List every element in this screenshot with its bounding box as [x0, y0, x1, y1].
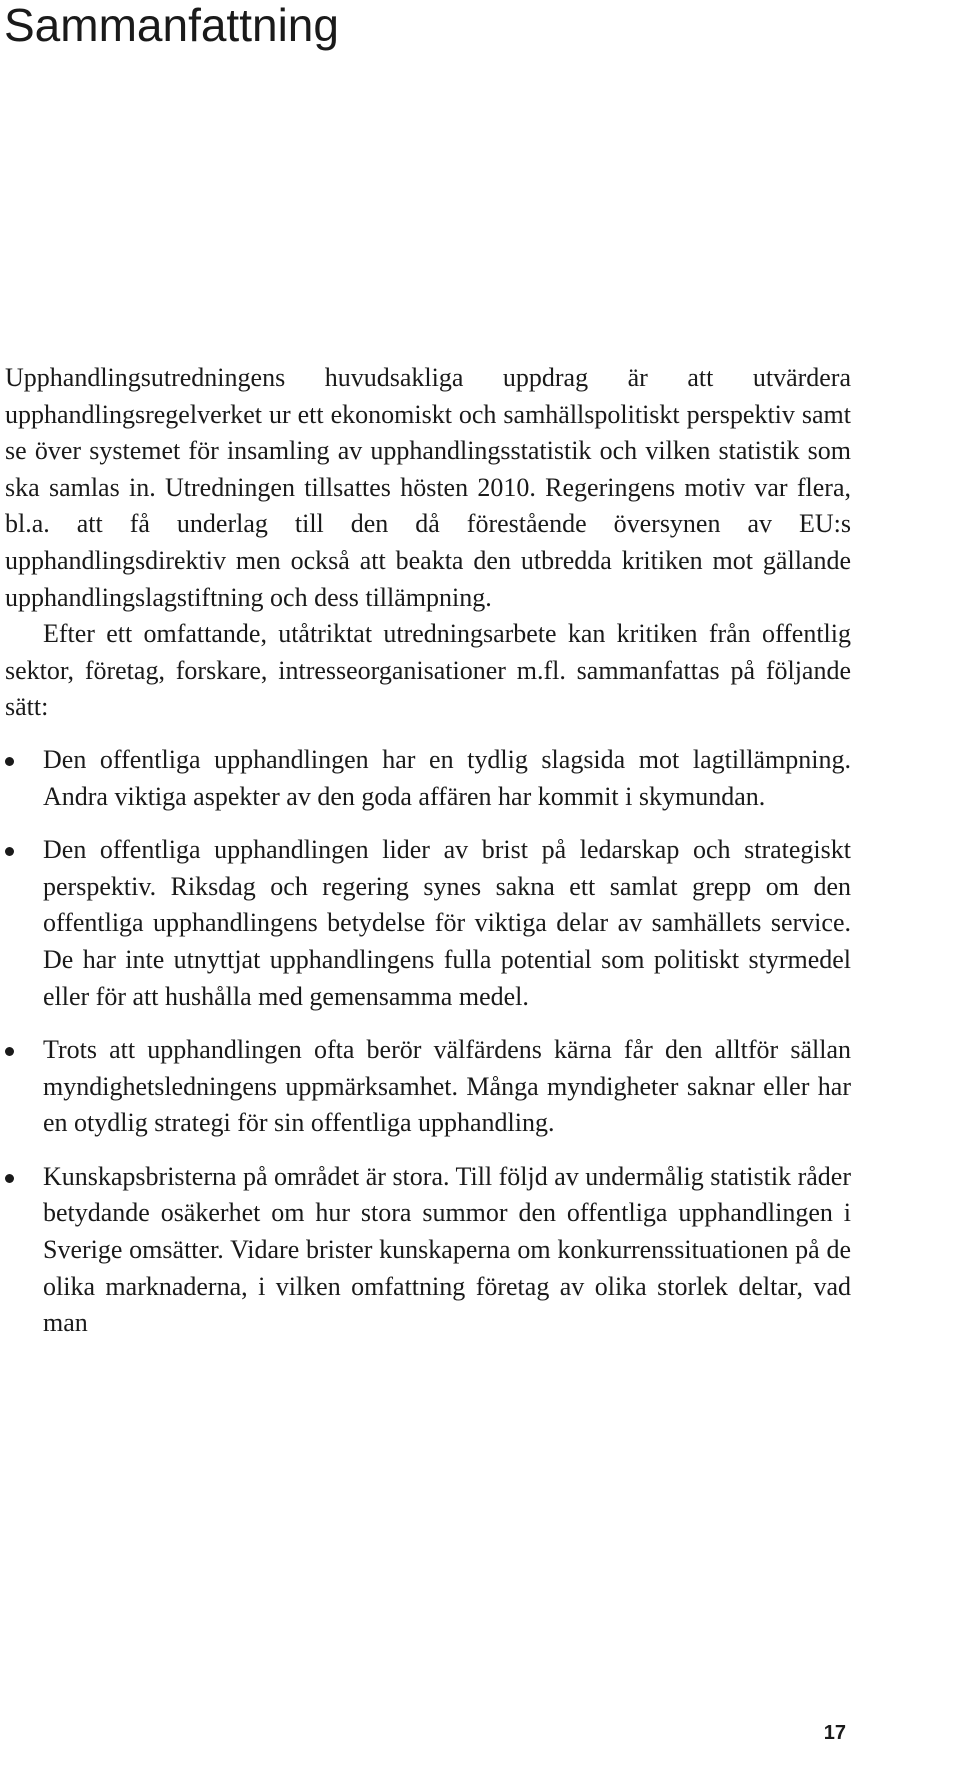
- bullet-icon: [5, 1174, 14, 1183]
- list-item: [5, 1159, 851, 1342]
- list-item: [5, 742, 851, 815]
- page-number: 17: [823, 1722, 846, 1744]
- criticism-bullet-list: [5, 742, 851, 1342]
- bullet-icon: [5, 1047, 14, 1056]
- bullet-icon: [5, 757, 14, 766]
- page-title: Sammanfattning: [4, 0, 339, 51]
- list-item: [5, 1032, 851, 1142]
- document-body: [5, 360, 851, 1342]
- list-item-text: Den offentliga upphandlingen har en tydlig slagsida mot lagtillämpning. Andra viktiga aspekter av den goda affären har kommit i skymundan.: [43, 744, 851, 811]
- list-item-text: Trots att upphandlingen ofta berör välfärdens kärna får den alltför sällan myndighetsledningens uppmärksamhet. Många myndigheter saknar eller har en otydlig strategi för sin offentliga upphandling.: [43, 1035, 851, 1138]
- criticism-paragraph: Efter ett omfattande, utåtriktat utredningsarbete kan kritiken från offentlig sektor, företag, forskare, intresseorganisationer m.fl. sammanfattas på följande sätt:: [5, 619, 851, 722]
- list-item-text: Den offentliga upphandlingen lider av brist på ledarskap och strategiskt perspektiv. Riksdag och regering synes sakna ett samlat grepp om den offentliga upphandlingens betydelse för viktiga delar av samhällets service. De har inte utnyttjat upphandlingens fulla potential som politiskt styrmedel eller för att hushålla med gemensamma medel.: [43, 835, 851, 1011]
- bullet-icon: [5, 847, 14, 856]
- list-item-text: Kunskapsbristerna på området är stora. Till följd av undermålig statistik råder betydande osäkerhet om hur stora summor den offentliga upphandlingen i Sverige omsätter. Vidare brister kunskaperna om konkurrenssituationen på de olika marknaderna, i vilken omfattning företag av olika storlek deltar, vad man: [43, 1161, 851, 1338]
- intro-paragraph: Upphandlingsutredningens huvudsakliga uppdrag är att utvärdera upphandlingsregelverket ur ett ekonomiskt och samhällspolitiskt perspektiv samt se över systemet för insamling av upphandlingsstatistik och vilken statistik som ska samlas in. Utredningen tillsattes hösten 2010. Regeringens motiv var flera, bl.a. att få underlag till den då förestående översynen av EU:s upphandlingsdirektiv men också att beakta den utbredda kritiken mot gällande upphandlingslagstiftning och dess tillämpning.: [5, 363, 851, 612]
- list-item: [5, 832, 851, 1015]
